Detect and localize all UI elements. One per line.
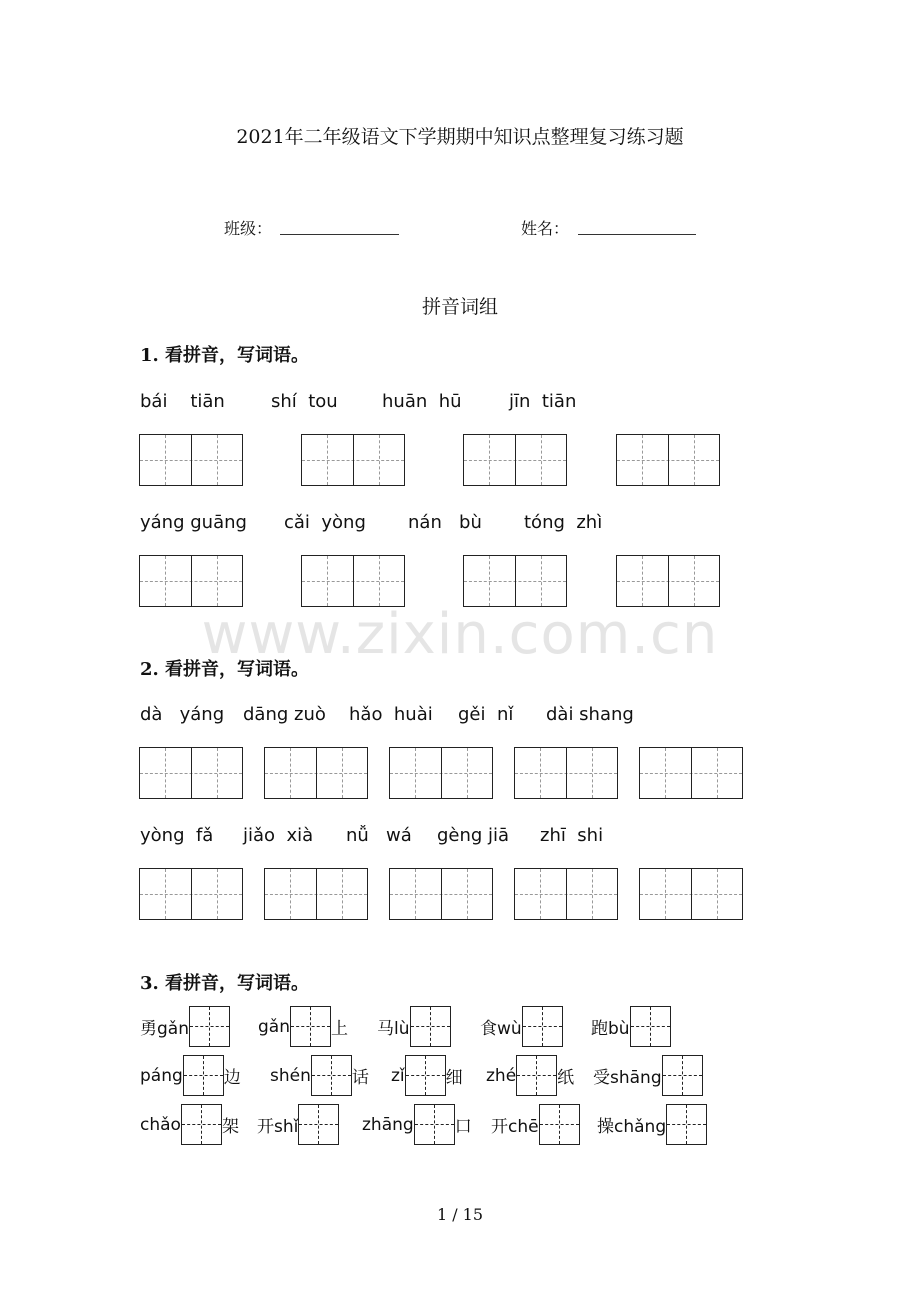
q3-item	[140, 1055, 241, 1096]
writing-box[interactable]	[389, 868, 493, 920]
q3-item	[270, 1055, 369, 1096]
q2-pinyin-5: dài shang	[546, 704, 634, 725]
q2-pinyin-2: dāng zuò	[243, 704, 326, 725]
q3-item	[257, 1104, 339, 1145]
writing-box[interactable]	[639, 868, 743, 920]
q3-char: 架	[221, 1117, 239, 1137]
q3-pinyin: 受shāng	[593, 1068, 662, 1088]
name-blank[interactable]	[578, 234, 696, 235]
q3-char: 话	[351, 1068, 369, 1088]
writing-box[interactable]	[389, 747, 493, 799]
q3-pinyin: zhé	[486, 1065, 517, 1086]
writing-box[interactable]	[616, 434, 720, 486]
q3-pinyin: 操chǎng	[597, 1117, 667, 1137]
char-box[interactable]	[414, 1104, 455, 1145]
q3-pinyin: 勇gǎn	[140, 1019, 189, 1039]
class-label: 班级：	[224, 219, 273, 238]
q1-pinyin-8: tóng zhì	[524, 512, 603, 533]
writing-box[interactable]	[639, 747, 743, 799]
q1-pinyin-3: huān hū	[382, 391, 462, 412]
char-box[interactable]	[298, 1104, 339, 1145]
q2-pinyin-9: gèng jiā	[437, 825, 510, 846]
class-blank[interactable]	[280, 234, 399, 235]
q3-item	[591, 1006, 671, 1047]
document-title: 2021年二年级语文下学期期中知识点整理复习练习题	[236, 126, 684, 148]
writing-box[interactable]	[463, 555, 567, 607]
q3-pinyin: 跑bù	[591, 1019, 630, 1039]
q3-char: 口	[454, 1117, 472, 1137]
char-box[interactable]	[410, 1006, 451, 1047]
page-number: 1 / 15	[436, 1205, 484, 1224]
watermark: www.zixin.com.cn	[201, 602, 719, 667]
q3-pinyin: 马lù	[377, 1019, 410, 1039]
q3-item	[140, 1104, 239, 1145]
writing-box[interactable]	[139, 434, 243, 486]
section-title: 拼音词组	[421, 296, 498, 318]
char-box[interactable]	[290, 1006, 331, 1047]
q3-pinyin: chǎo	[140, 1114, 181, 1135]
char-box[interactable]	[183, 1055, 224, 1096]
char-box[interactable]	[666, 1104, 707, 1145]
name-label: 姓名：	[521, 219, 570, 238]
q1-pinyin-2: shí tou	[271, 391, 338, 412]
writing-box[interactable]	[463, 434, 567, 486]
q3-pinyin: gǎn	[258, 1016, 290, 1037]
q3-item	[258, 1006, 348, 1047]
q3-item	[480, 1006, 563, 1047]
q1-pinyin-1: bái tiān	[140, 391, 225, 412]
q1-pinyin-4: jīn tiān	[509, 391, 577, 412]
char-box[interactable]	[662, 1055, 703, 1096]
q3-pinyin: 食wù	[480, 1019, 522, 1039]
q1-pinyin-5: yáng guāng	[140, 512, 247, 533]
q3-item	[491, 1104, 580, 1145]
q2-pinyin-4: gěi nǐ	[458, 704, 514, 725]
q2-pinyin-10: zhī shi	[540, 825, 604, 846]
char-box[interactable]	[405, 1055, 446, 1096]
q3-item	[362, 1104, 472, 1145]
q2-pinyin-6: yòng fǎ	[140, 825, 214, 846]
writing-box[interactable]	[139, 868, 243, 920]
writing-box[interactable]	[301, 555, 405, 607]
q3-item	[140, 1006, 230, 1047]
q3-item	[377, 1006, 451, 1047]
char-box[interactable]	[539, 1104, 580, 1145]
q3-char: 上	[330, 1019, 348, 1039]
writing-box[interactable]	[139, 747, 243, 799]
writing-box[interactable]	[139, 555, 243, 607]
q3-pinyin: 开chē	[491, 1117, 539, 1137]
q3-pinyin: zhāng	[362, 1114, 414, 1135]
q2-pinyin-7: jiǎo xià	[243, 825, 314, 846]
q3-pinyin: shén	[270, 1065, 311, 1086]
q2-pinyin-8: nǚ wá	[346, 825, 412, 846]
q3-pinyin: páng	[140, 1065, 183, 1086]
char-box[interactable]	[189, 1006, 230, 1047]
q1-title: 1. 看拼音，写词语。	[140, 345, 310, 366]
q3-item	[593, 1055, 703, 1096]
q3-char: 边	[223, 1068, 241, 1088]
q3-pinyin: 开shǐ	[257, 1117, 299, 1137]
q3-item	[597, 1104, 707, 1145]
writing-box[interactable]	[514, 868, 618, 920]
q1-pinyin-6: cǎi yòng	[284, 512, 366, 533]
q3-char: 细	[445, 1068, 463, 1088]
writing-box[interactable]	[264, 747, 368, 799]
char-box[interactable]	[630, 1006, 671, 1047]
q3-item	[486, 1055, 574, 1096]
q2-pinyin-3: hǎo huài	[349, 704, 433, 725]
q3-pinyin: zǐ	[391, 1065, 405, 1086]
char-box[interactable]	[516, 1055, 557, 1096]
q3-char: 纸	[557, 1068, 575, 1088]
q3-title: 3. 看拼音，写词语。	[140, 973, 310, 994]
q1-pinyin-7: nán bù	[408, 512, 482, 533]
writing-box[interactable]	[264, 868, 368, 920]
writing-box[interactable]	[514, 747, 618, 799]
q2-pinyin-1: dà yáng	[140, 704, 225, 725]
char-box[interactable]	[522, 1006, 563, 1047]
q2-title: 2. 看拼音，写词语。	[140, 659, 310, 680]
writing-box[interactable]	[301, 434, 405, 486]
char-box[interactable]	[311, 1055, 352, 1096]
q3-item	[391, 1055, 463, 1096]
writing-box[interactable]	[616, 555, 720, 607]
char-box[interactable]	[181, 1104, 222, 1145]
